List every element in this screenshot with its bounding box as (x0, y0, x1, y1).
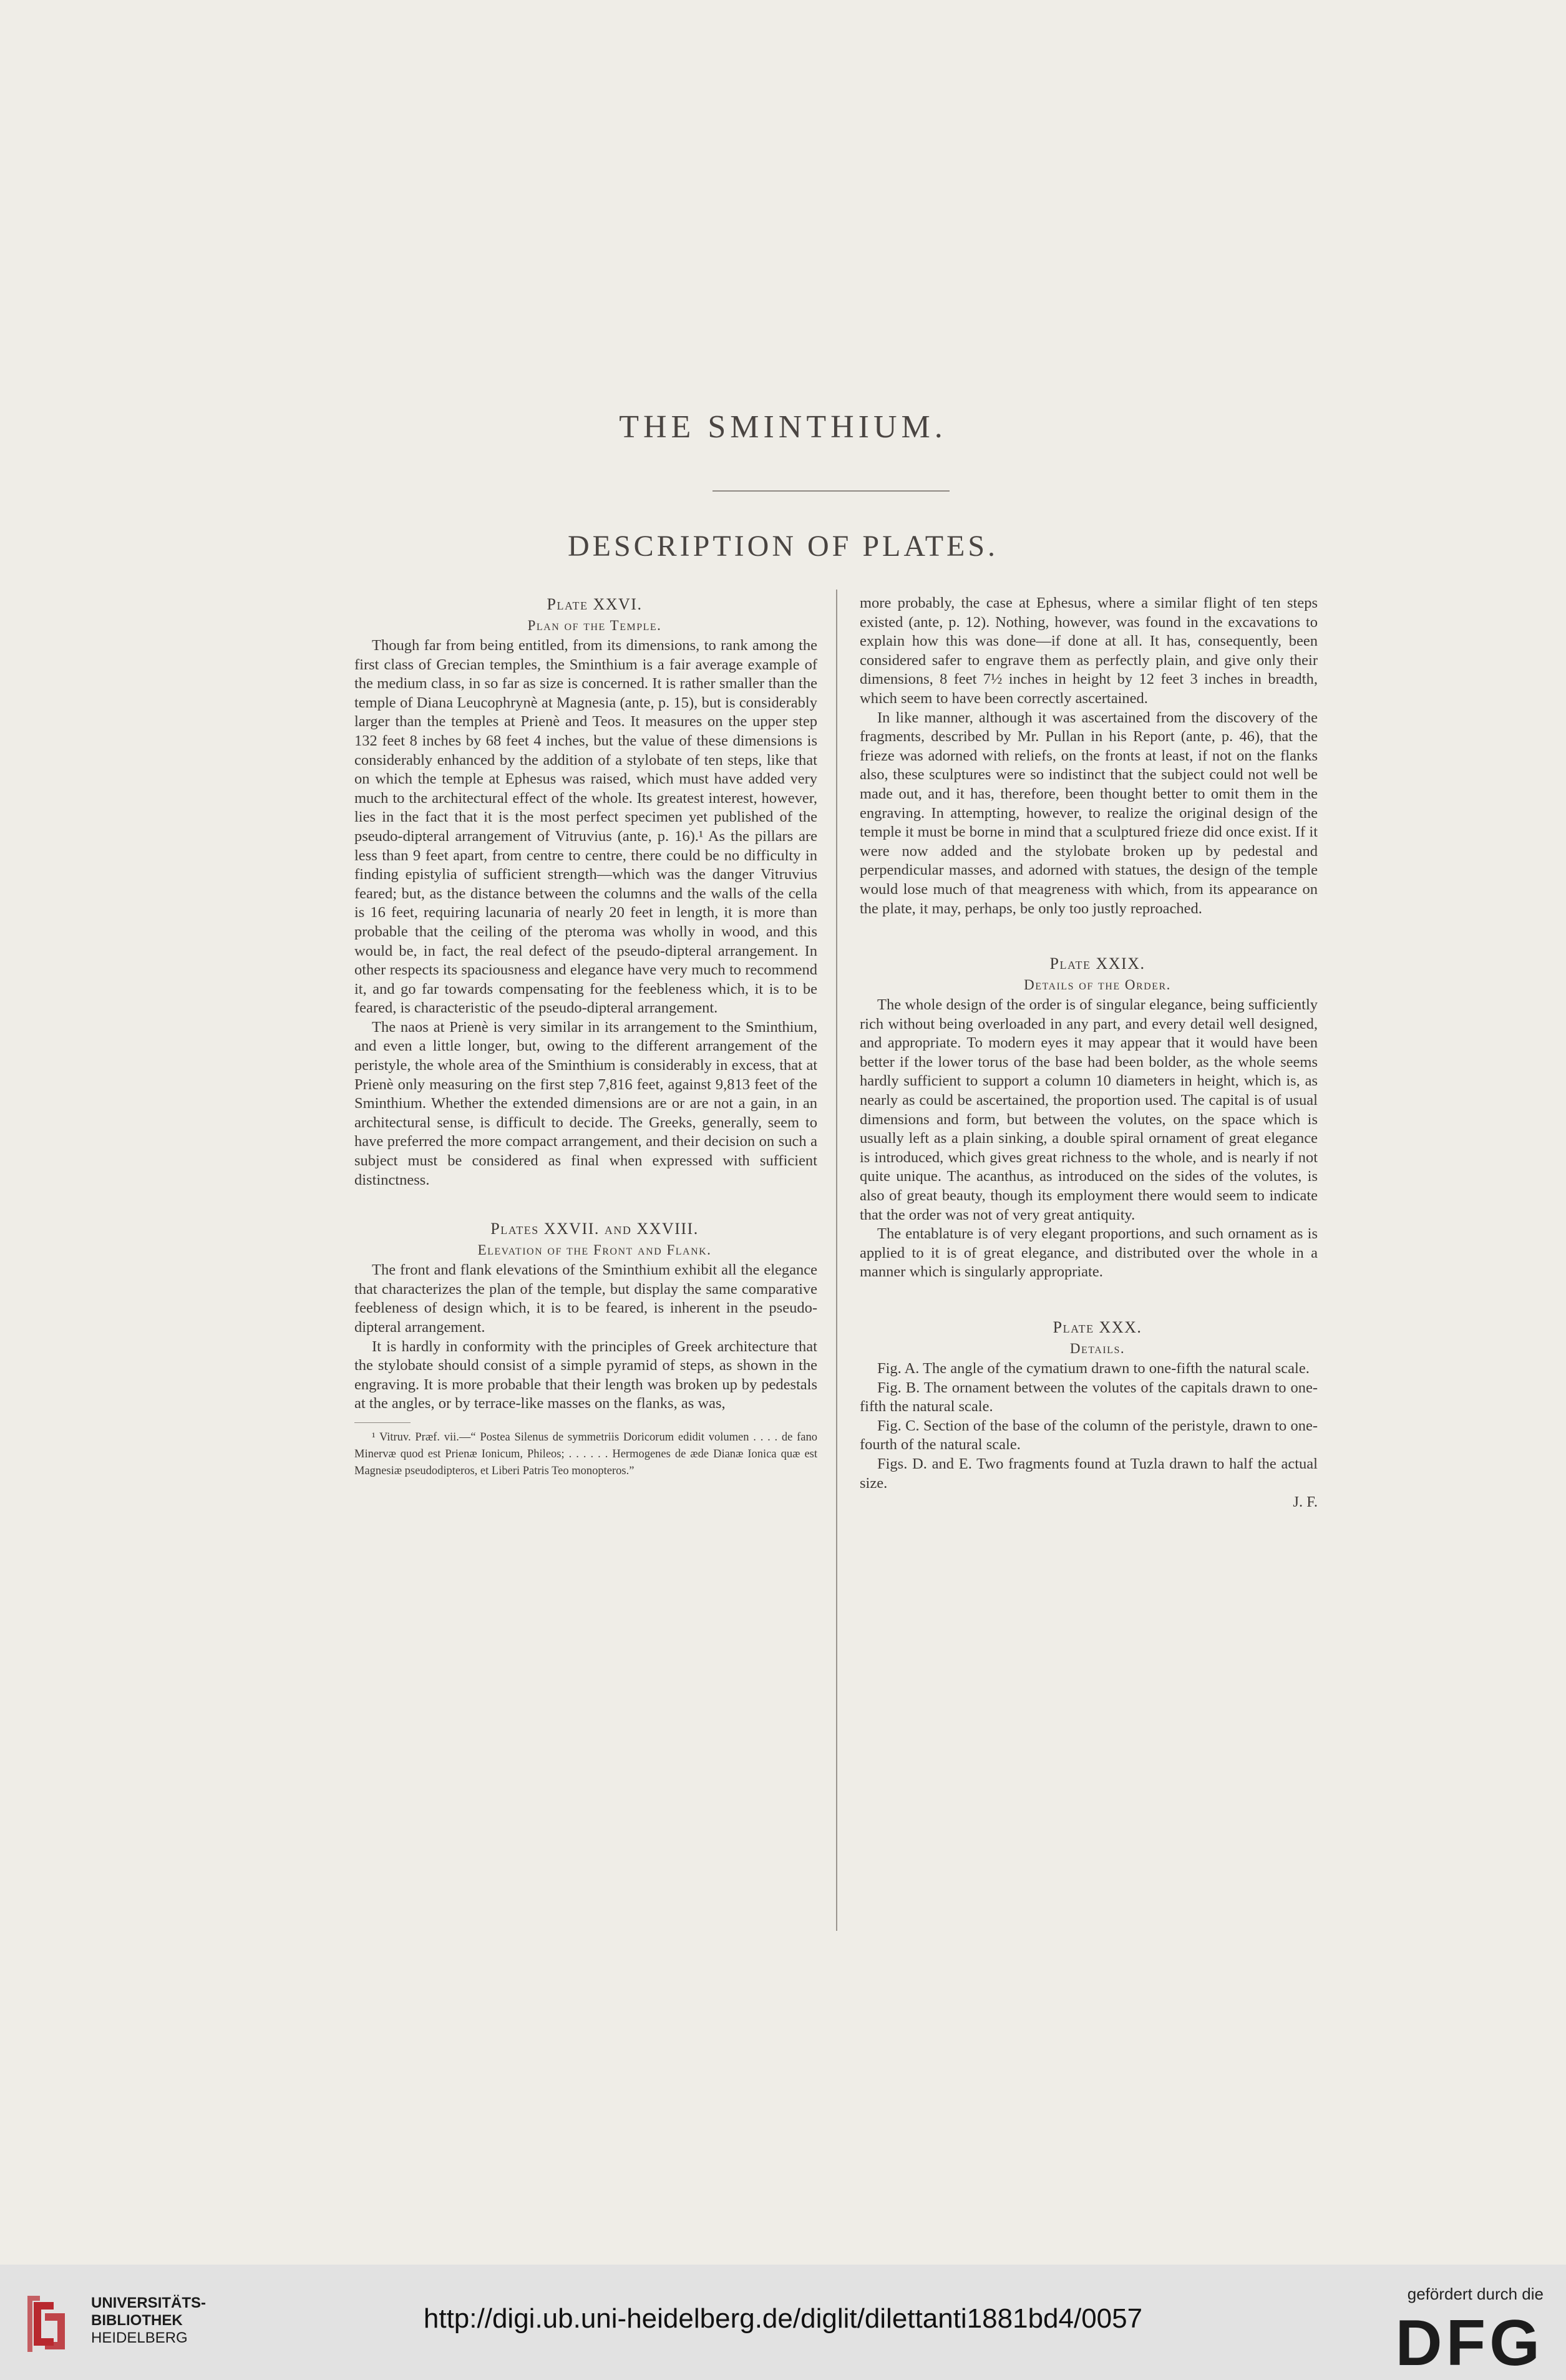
paragraph: It is hardly in conformity with the principles of Greek architecture that the stylobate should consist of a simple pyramid of steps, as shown in the engraving. It is more probable that their length was broken up by pedestals at the angles, or by terrace-like masses on the flanks, as was, (354, 1338, 817, 1412)
plate-heading: Plate XXVI. (547, 595, 643, 613)
plate-subheading: Details. (1069, 1341, 1126, 1356)
author-signature: J. F. (1293, 1494, 1318, 1511)
right-column (860, 594, 1318, 1512)
plate-heading: Plate XXIX. (1049, 954, 1145, 973)
footnote: ¹ Vitruv. Præf. vii.—“ Postea Silenus de symmetriis Doricorum edidit volumen . . . . de fano Minervæ quod est Prienæ Ionicum, Phileos; . . . . . . Hermogenes de æde Dianæ Ionica quæ est Magnesiæ pseudodipteros, et Liberi Patris Teo monopteros.” (354, 1430, 817, 1477)
plate-heading: Plates XXVII. and XXVIII. (490, 1220, 699, 1238)
paragraph: Though far from being entitled, from its dimensions, to rank among the first class of Grecian temples, the Sminthium is a fair average example of the medium class, in so far as size is concerned. It is rather smaller than the temple of Diana Leucophrynè at Magnesia (ante, p. 15), but is considerably larger than the temples at Prienè and Teos. It measures on the upper step 132 feet 8 inches by 68 feet 4 inches, but the value of these dimensions is considerably enhanced by the addition of a stylobate of ten steps, like that on which the temple at Ephesus was raised, which must have added very much to the architectural effect of the whole. Its greatest interest, however, lies in the fact that it is the most perfect specimen yet published of the pseudo-dipteral arrangement of Vitruvius (ante, p. 16).¹ As the pillars are less than 9 feet apart, from centre to centre, there could be no difficulty in finding epistylia of sufficient strength—which was the danger Vitruvius feared; but, as the distance between the columns and the walls of the cella is 16 feet, requiring lacunaria of nearly 20 feet in length, it is more than probable that the ceiling of the pteroma was wholly in wood, and this would be, in fact, the real defect of the pseudo-dipteral arrangement. In other respects its spaciousness and elegance have very much to recommend it, and go far towards compensating for the feebleness which, it is to be feared, is characteristic of the pseudo-dipteral arrangement. (354, 637, 817, 1017)
library-line: UNIVERSITÄTS- (91, 2295, 207, 2311)
page-subtitle: DESCRIPTION OF PLATES. (567, 530, 999, 563)
source-url-link[interactable]: http://digi.ub.uni-heidelberg.de/diglit/dilettanti1881bd4/0057 (423, 2303, 1143, 2334)
dfg-logo[interactable]: DFG (1395, 2307, 1544, 2379)
plate-subheading: Details of the Order. (1024, 977, 1171, 993)
figure-caption: Fig. A. The angle of the cymatium drawn to one-fifth the natural scale. (877, 1360, 1310, 1377)
paragraph: The front and flank elevations of the Sminthium exhibit all the elegance that characterizes the plan of the temple, but display the same comparative feebleness of design which, it is to be feared, is inherent in the pseudo-dipteral arrangement. (354, 1261, 817, 1336)
left-column (354, 594, 817, 1480)
column-divider (836, 590, 837, 1931)
figure-caption: Fig. B. The ornament between the volutes of the capitals drawn to one-fifth the natural scale. (860, 1379, 1318, 1416)
paragraph: The whole design of the order is of singular elegance, being sufficiently rich without being overloaded in any part, and every detail well designed, and appropriate. To modern eyes it may appear that it would have been better if the lower torus of the base had been bolder, as the whole seems hardly sufficient to support a column 10 diameters in height, which is, as nearly as could be ascertained, the proportion used. The capital is of usual dimensions and form, but between the volutes, on the space which is usually left as a plain sinking, a double spiral ornament of great elegance is introduced, which gives great richness to the whole, and is nearly if not quite unique. The acanthus, as introduced on the sides of the volutes, is also of great beauty, though its employment there would seem to indicate that the order was not of very great antiquity. (860, 996, 1318, 1223)
plate-subheading: Plan of the Temple. (527, 618, 662, 633)
plate-subheading: Elevation of the Front and Flank. (477, 1242, 712, 1258)
footer-bar (0, 2265, 1566, 2380)
library-line: BIBLIOTHEK (91, 2312, 183, 2329)
paragraph: The entablature is of very elegant proportions, and such ornament as is applied to it is of great elegance, and distributed over the whole in a manner which is singularly appropriate. (860, 1225, 1318, 1281)
paragraph: In like manner, although it was ascertained from the discovery of the fragments, described by Mr. Pullan in his Report (ante, p. 46), that the frieze was adorned with reliefs, on the fronts at least, if not on the flanks also, these sculptures were so indistinct that the subject could not well be made out, and it has, therefore, been thought better to omit them in the engraving. In attempting, however, to realize the original design of the temple it must be borne in mind that a sculptured frieze did once exist. If it were now added and the stylobate broken up by pedestal and perpendicular masses, and adorned with statues, the design of the temple would lose much of that meagreness with which, from its appearance on the plate, it may, perhaps, be only too justly reproached. (860, 709, 1318, 917)
plate-heading: Plate XXX. (1053, 1318, 1142, 1336)
paragraph: The naos at Prienè is very similar in its arrangement to the Sminthium, and even a little longer, but, owing to the different arrangement of the peristyle, the whole area of the Sminthium is considerably in excess, that at Prienè only measuring on the first step 7,816 feet, against 9,813 feet of the Sminthium. Whether the extended dimensions are or are not a gain, in an architectural sense, is difficult to decide. The Greeks, generally, seem to have preferred the more compact arrangement, and their decision on such a subject must be considered as final when expressed with sufficient distinctness. (354, 1018, 817, 1188)
library-line: HEIDELBERG (91, 2329, 188, 2346)
figure-caption: Fig. C. Section of the base of the column of the peristyle, drawn to one-fourth of the natural scale. (860, 1417, 1318, 1454)
page-title: THE SMINTHIUM. (619, 409, 947, 445)
paragraph: more probably, the case at Ephesus, where a similar flight of ten steps existed (ante, p. 12). Nothing, however, was found in the excavations to explain how this was done—if done at all. It has, consequently, been considered safer to engrave them as perfectly plain, and give only their dimensions, 8 feet 7½ inches in height by 12 feet 3 inches in breadth, which seem to have been correctly ascertained. (860, 595, 1318, 707)
figure-caption: Figs. D. and E. Two fragments found at Tuzla drawn to half the actual size. (860, 1455, 1318, 1492)
title-rule (712, 490, 950, 492)
funding-label: gefördert durch die (1407, 2285, 1544, 2303)
footnote-rule (354, 1422, 411, 1423)
